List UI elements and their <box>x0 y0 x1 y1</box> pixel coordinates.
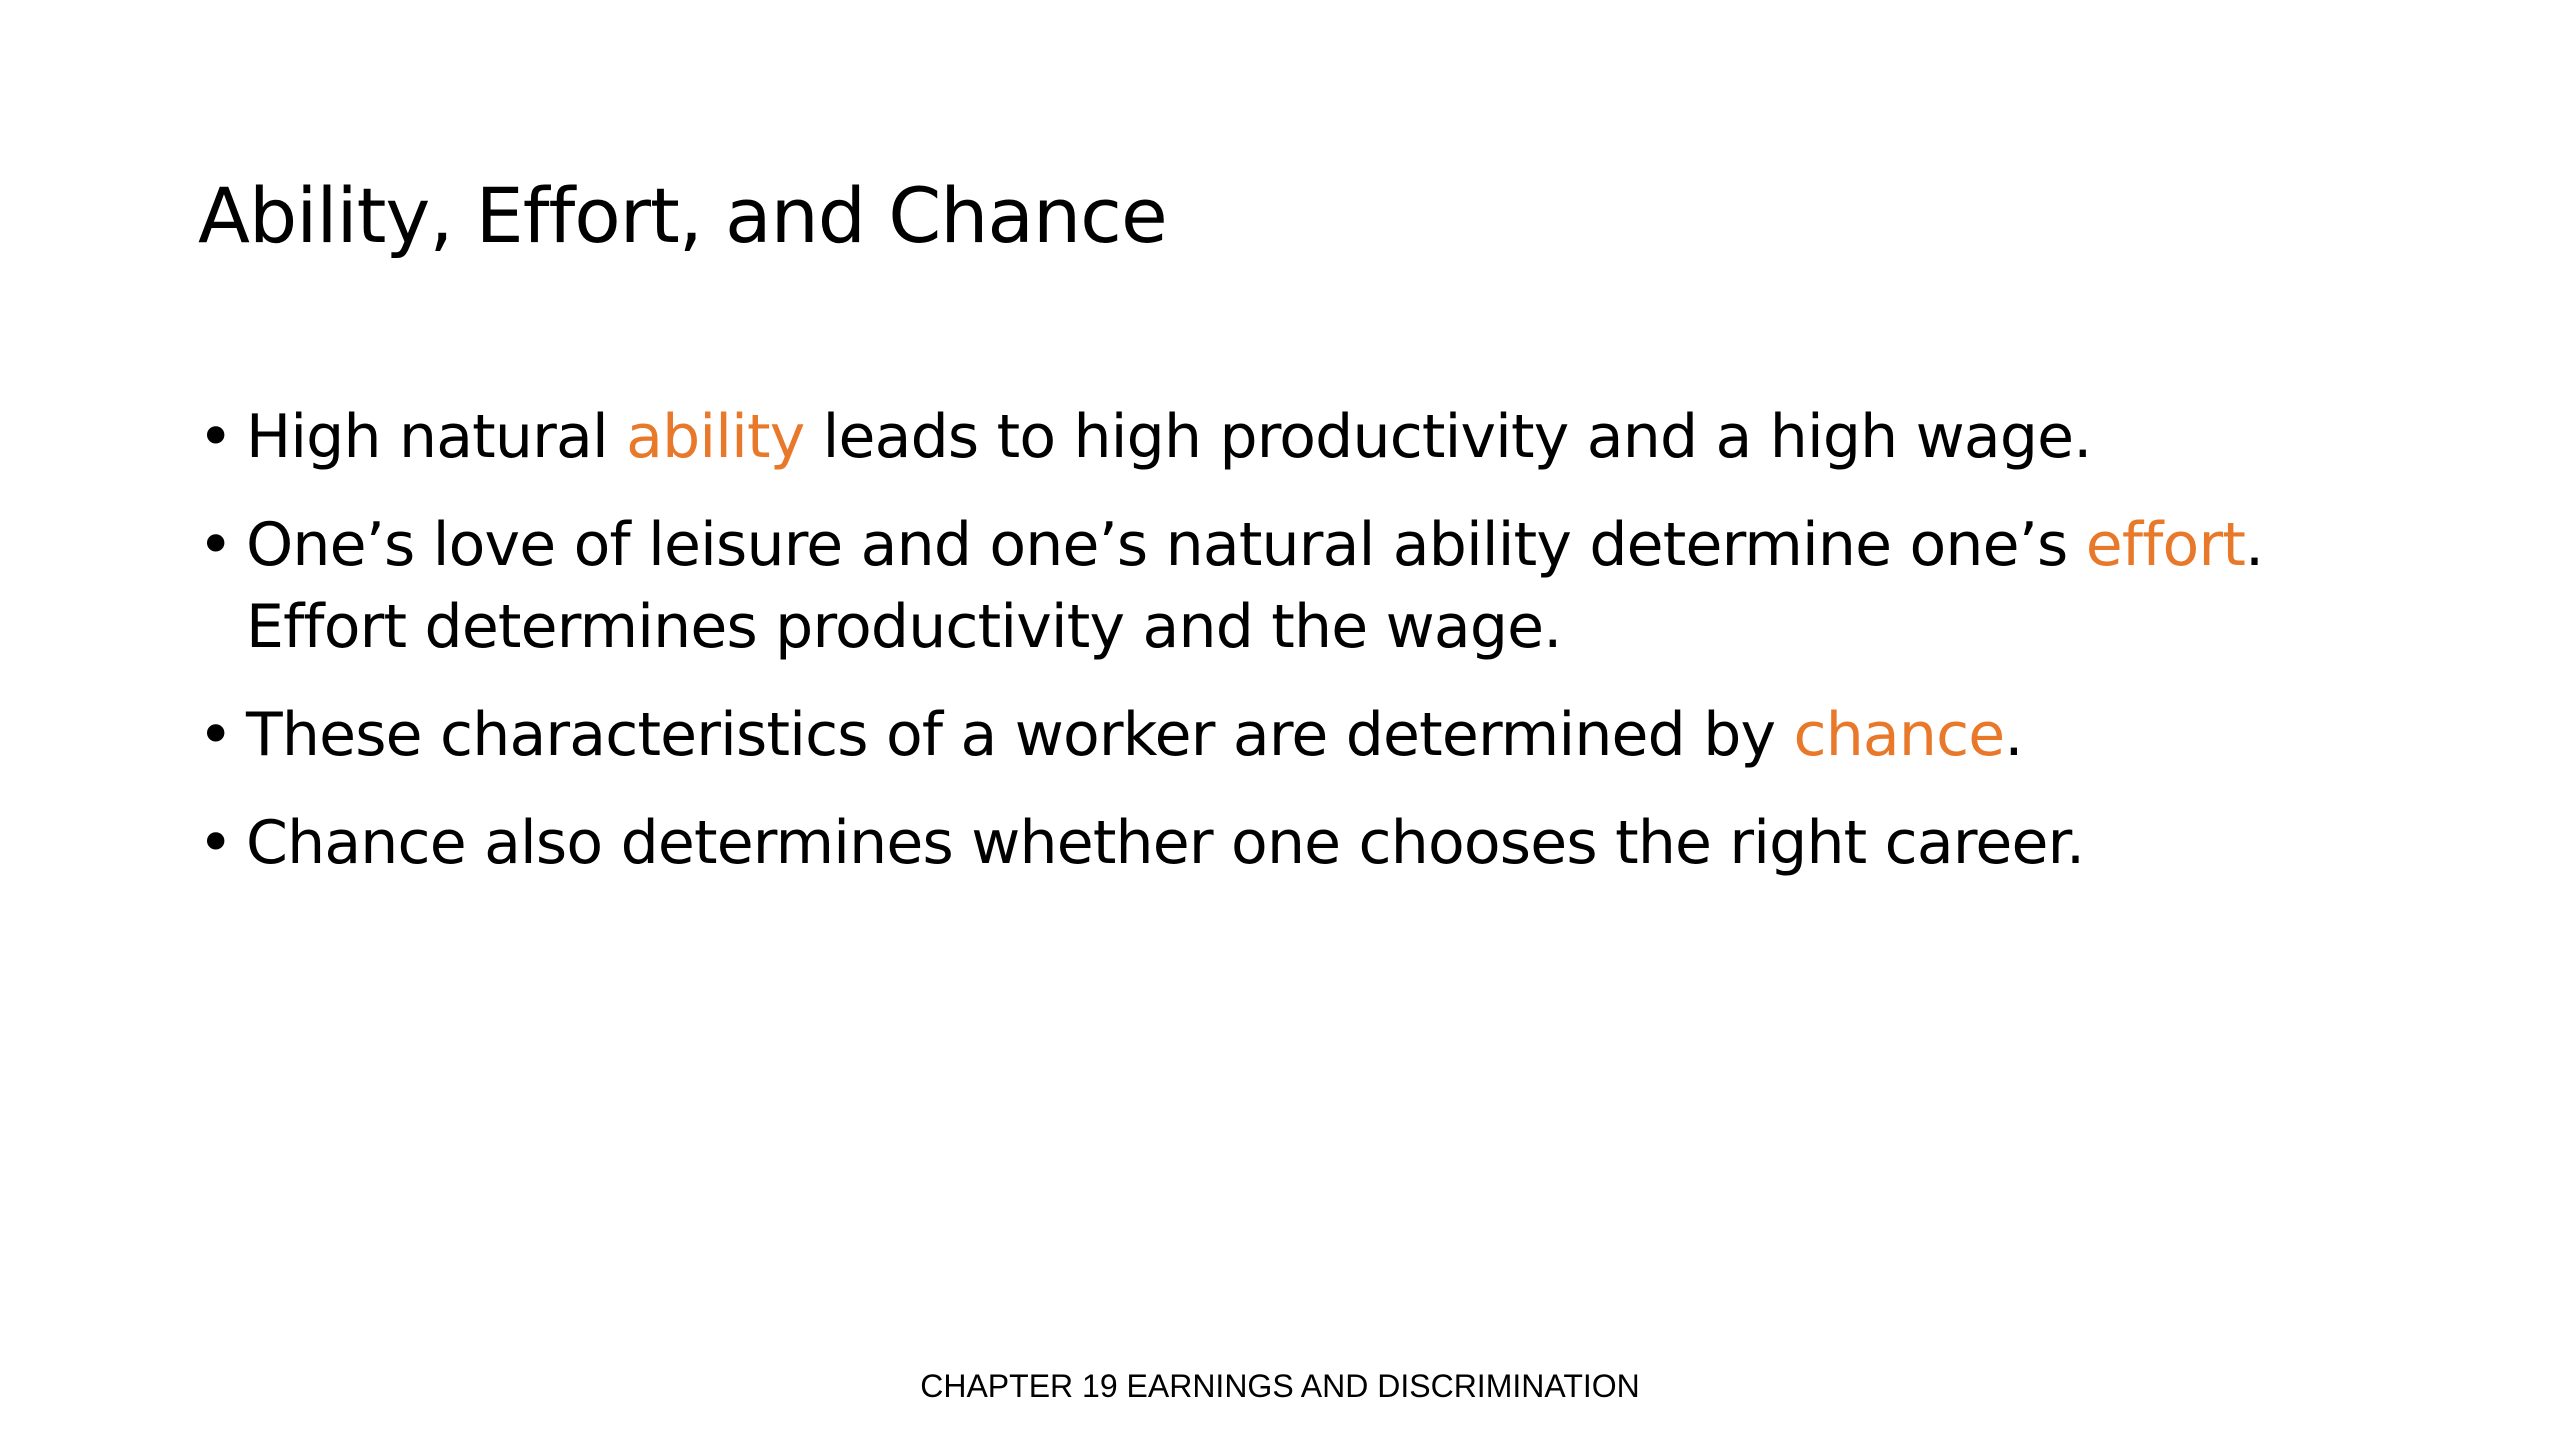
bullet-item-effort <box>190 504 2440 668</box>
bullet-text-before: These characteristics of a worker are determined by <box>246 700 1794 770</box>
bullet-item-chance <box>190 694 2440 776</box>
bullet-item-ability <box>190 396 2440 478</box>
bullet-dot-icon: • <box>198 510 233 580</box>
bullet-item-career <box>190 802 2440 884</box>
slide-footer: CHAPTER 19 EARNINGS AND DISCRIMINATION <box>920 1368 1640 1404</box>
bullet-dot-icon: • <box>198 402 233 472</box>
highlight-chance: chance <box>1793 700 2005 770</box>
bullet-list <box>190 396 2440 910</box>
highlight-effort: effort <box>2085 510 2246 580</box>
bullet-text-before: One’s love of leisure and one’s natural ability determine one’s <box>246 510 2086 580</box>
bullet-text-after: leads to high productivity and a high wage. <box>804 402 2092 472</box>
bullet-text: Chance also determines whether one chooses the right career. <box>246 808 2085 878</box>
highlight-ability: ability <box>626 402 805 472</box>
bullet-dot-icon: • <box>198 700 233 770</box>
bullet-text-after: . Effort determines productivity and the wage. <box>246 510 2264 662</box>
bullet-text-after: . <box>2004 700 2023 770</box>
bullet-text-before: High natural <box>246 402 627 472</box>
bullet-dot-icon: • <box>198 808 233 878</box>
slide-title: Ability, Effort, and Chance <box>198 171 1167 260</box>
